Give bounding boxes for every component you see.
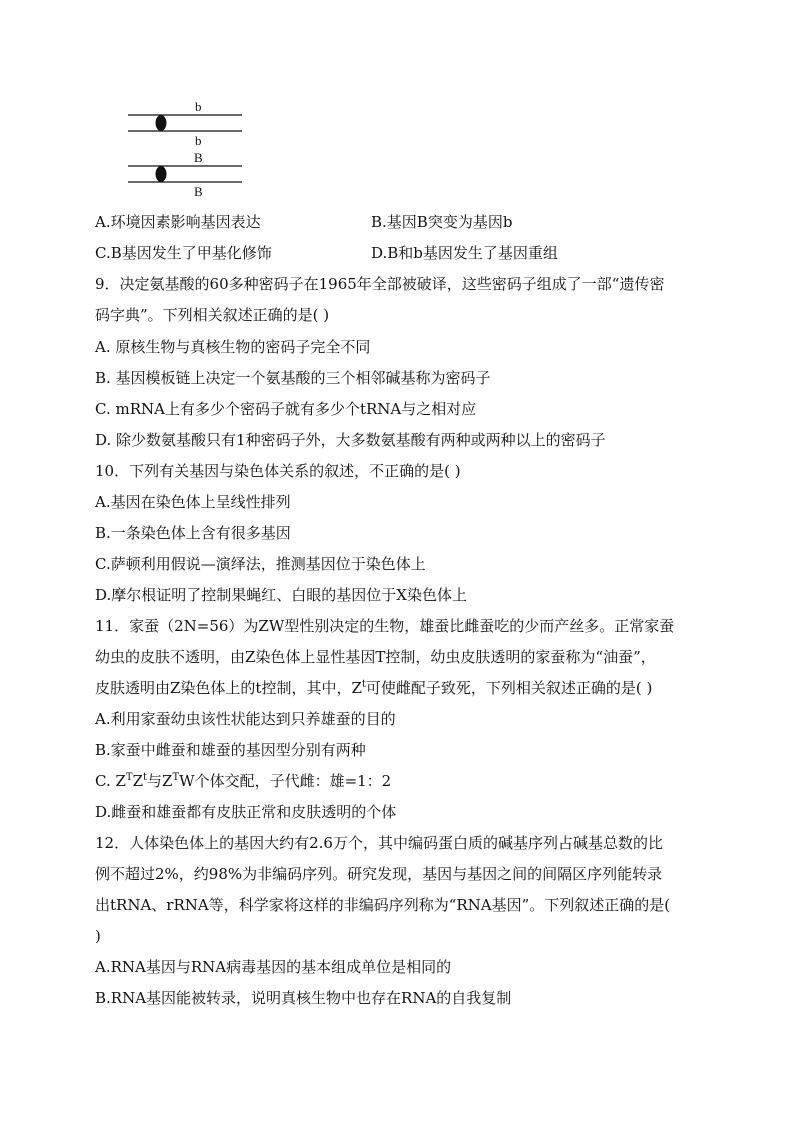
q11-stem-line1: 11．家蚕（2N=56）为ZW型性别决定的生物，雄蚕比雌蚕吃的少而产丝多。正常家蚕 <box>95 617 675 635</box>
q10-stem: 10．下列有关基因与染色体关系的叙述，不正确的是( ) <box>95 462 461 480</box>
bottom-label-1: B <box>194 150 203 165</box>
q10-option-d: D.摩尔根证明了控制果蝇红、白眼的基因位于X染色体上 <box>95 586 467 604</box>
q12-stem-line1: 12．人体染色体上的基因大约有2.6万个，其中编码蛋白质的碱基序列占碱基总数的比 <box>95 834 663 852</box>
bottom-centromere <box>156 166 167 182</box>
q11-option-c-part2: Z <box>132 772 144 790</box>
q11-option-c-part1: C. Z <box>95 772 126 790</box>
q12-stem-line4: ) <box>95 927 101 945</box>
top-label-2: b <box>195 133 202 148</box>
q11-stem-line2: 幼虫的皮肤不透明，由Z染色体上显性基因T控制，幼虫皮肤透明的家蚕称为“油蚕”， <box>95 648 656 666</box>
q9-option-a: A. 原核生物与真核生物的密码子完全不同 <box>95 338 371 356</box>
top-label-1: b <box>195 99 202 114</box>
q11-option-c-part4: W个体交配，子代雌：雄=1：2 <box>179 772 392 790</box>
q11-option-c-sup2: t <box>143 772 148 783</box>
q11-stem-line3-part2: 可使雌配子致死，下列相关叙述正确的是( ) <box>365 679 653 697</box>
q11-option-c-part3: 与Z <box>147 772 173 790</box>
q12-stem-line2: 例不超过2%，约98%为非编码序列。研究发现，基因与基因之间的间隔区序列能转录 <box>95 865 663 883</box>
q10-option-a: A.基因在染色体上呈线性排列 <box>95 493 291 511</box>
bottom-label-2: B <box>194 184 203 199</box>
q11-stem-line3-sup: t <box>361 679 366 690</box>
q12-option-b: B.RNA基因能被转录，说明真核生物中也存在RNA的自我复制 <box>95 989 512 1007</box>
chromosome-diagram <box>120 95 260 205</box>
top-centromere <box>156 115 167 131</box>
q11-option-c <box>95 771 391 791</box>
q8-option-c: C.B基因发生了甲基化修饰 <box>95 244 272 262</box>
q11-option-c-sup1: T <box>125 772 133 783</box>
q10-option-c: C.萨顿利用假说—演绎法，推测基因位于染色体上 <box>95 555 426 573</box>
q11-option-c-sup3: T <box>172 772 180 783</box>
q11-stem-line3 <box>95 678 652 698</box>
q10-option-b: B.一条染色体上含有很多基因 <box>95 524 291 542</box>
q12-option-a: A.RNA基因与RNA病毒基因的基本组成单位是相同的 <box>95 958 452 976</box>
q9-stem-line2: 码字典”。下列相关叙述正确的是( ) <box>95 306 330 324</box>
q11-option-d: D.雌蚕和雄蚕都有皮肤正常和皮肤透明的个体 <box>95 803 397 821</box>
q8-option-d: D.B和b基因发生了基因重组 <box>371 244 558 262</box>
q8-option-a: A.环境因素影响基因表达 <box>95 213 261 231</box>
q9-option-d: D. 除少数氨基酸只有1种密码子外，大多数氨基酸有两种或两种以上的密码子 <box>95 431 606 449</box>
q12-stem-line3: 出tRNA、rRNA等，科学家将这样的非编码序列称为“RNA基因”。下列叙述正确的是( <box>95 896 671 914</box>
q11-option-a: A.利用家蚕幼虫该性状能达到只养雄蚕的目的 <box>95 710 396 728</box>
q9-option-c: C. mRNA上有多少个密码子就有多少个tRNA与之相对应 <box>95 400 477 418</box>
q11-stem-line3-part1: 皮肤透明由Z染色体上的t控制，其中，Z <box>95 679 362 697</box>
q9-stem-line1: 9．决定氨基酸的60多种密码子在1965年全部被破译，这些密码子组成了一部“遗传密 <box>95 275 665 293</box>
q9-option-b: B. 基因模板链上决定一个氨基酸的三个相邻碱基称为密码子 <box>95 369 491 387</box>
q11-option-b: B.家蚕中雌蚕和雄蚕的基因型分别有两种 <box>95 741 366 759</box>
q8-option-b: B.基因B突变为基因b <box>371 213 513 231</box>
